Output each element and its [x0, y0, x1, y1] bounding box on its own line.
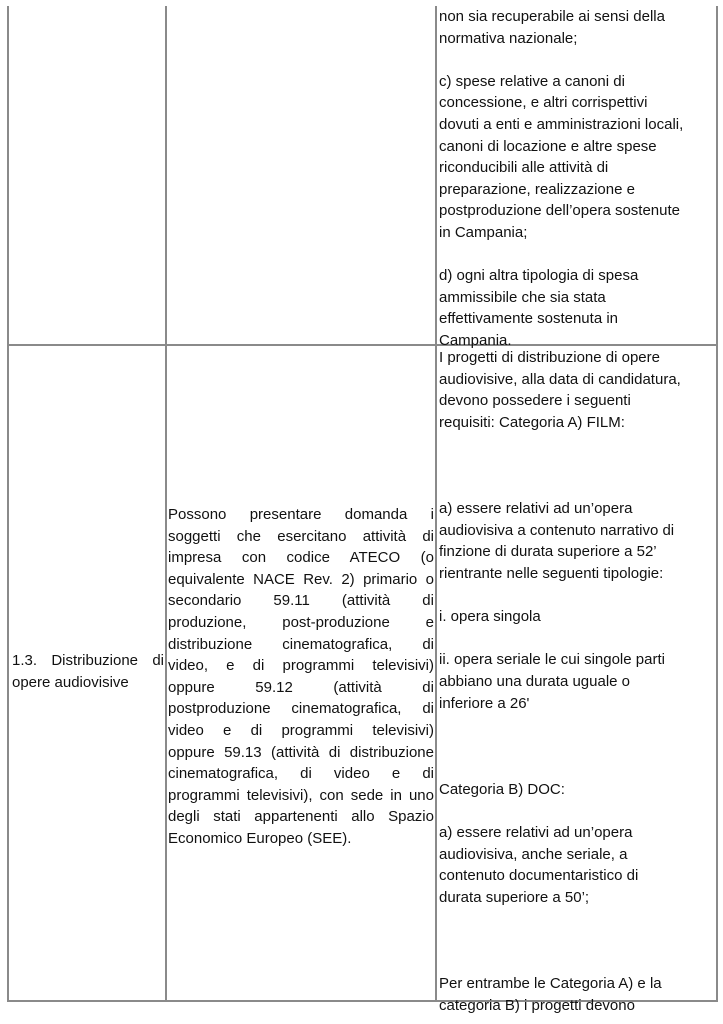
- row1-col3-text: [439, 6, 715, 352]
- text-line: Per entrambe le Categoria A) e la: [439, 975, 662, 993]
- text-line: soggetti che esercitano attività di: [168, 527, 434, 545]
- text-line: ii. opera seriale le cui singole parti: [439, 651, 665, 669]
- text-line: Economico Europeo (SEE).: [168, 829, 352, 847]
- text-line: audiovisive, alla data di candidatura,: [439, 370, 681, 388]
- section-title: [12, 650, 164, 693]
- text-line: dovuti a enti e amministrazioni locali,: [439, 115, 684, 133]
- row2-col1-cell: [12, 650, 164, 693]
- text-line: abbiano una durata uguale o: [439, 672, 631, 690]
- text-line: Possono presentare domanda i: [168, 506, 434, 523]
- text-line: inferiore a 26': [439, 694, 530, 712]
- row2-col2-cell: [168, 504, 434, 850]
- text-line: [439, 628, 715, 650]
- row2-col3-cell: [439, 347, 715, 1014]
- text-line: non sia recuperabile ai sensi della: [439, 8, 665, 25]
- text-line: ammissibile che sia stata: [439, 288, 606, 306]
- text-line: cinematografica, di video e di: [168, 765, 434, 783]
- text-line: audiovisiva, anche seriale, a: [439, 845, 628, 863]
- text-line: produzione, post-produzione e: [168, 613, 434, 631]
- text-line: concessione, e altri corrispettivi: [439, 94, 648, 112]
- text-line: [439, 736, 715, 758]
- text-line: c) spese relative a canoni di: [439, 72, 625, 90]
- text-line: in Campania;: [439, 223, 528, 241]
- text-line: [439, 952, 715, 974]
- document-table: [7, 6, 718, 1014]
- text-line: categoria B) i progetti devono: [439, 996, 635, 1014]
- text-line: devono possedere i seguenti: [439, 392, 631, 410]
- text-line: i. opera singola: [439, 608, 541, 626]
- text-line: [439, 800, 715, 822]
- text-line: effettivamente sostenuta in: [439, 310, 619, 328]
- text-line: rientrante nelle seguenti tipologie:: [439, 564, 664, 582]
- text-line: canoni di locazione e altre spese: [439, 137, 657, 155]
- text-line: preparazione, realizzazione e: [439, 180, 635, 198]
- row1-col3-cell: [439, 6, 715, 349]
- text-line: [439, 244, 715, 266]
- text-line: riconducibili alle attività di: [439, 159, 609, 177]
- text-line: [439, 757, 715, 779]
- text-line: a) essere relativi ad un’opera: [439, 824, 633, 842]
- text-line: I progetti di distribuzione di opere: [439, 349, 660, 366]
- text-line: secondario 59.11 (attività di: [168, 592, 434, 610]
- text-line: audiovisiva a contenuto narrativo di: [439, 521, 675, 539]
- text-line: oppure 59.12 (attività di: [168, 678, 434, 696]
- text-line: equivalente NACE Rev. 2) primario o: [168, 570, 434, 588]
- text-line: Campania.: [439, 331, 512, 349]
- section-title-line-1: 1.3. Distribuzione di: [12, 652, 164, 669]
- text-line: postproduzione cinematografica, di: [168, 700, 434, 718]
- text-line: [439, 714, 715, 736]
- text-line: [439, 930, 715, 952]
- text-line: video, e di programmi televisivi): [168, 657, 434, 675]
- section-title-line-2: opere audiovisive: [12, 673, 129, 691]
- text-line: requisiti: Categoria A) FILM:: [439, 413, 625, 431]
- text-line: Categoria B) DOC:: [439, 780, 565, 798]
- text-line: [439, 433, 715, 455]
- text-line: [439, 908, 715, 930]
- text-line: durata superiore a 50’;: [439, 888, 590, 906]
- text-line: d) ogni altra tipologia di spesa: [439, 267, 639, 285]
- text-line: normativa nazionale;: [439, 29, 578, 47]
- text-line: oppure 59.13 (attività di distribuzione: [168, 743, 434, 761]
- text-line: [439, 477, 715, 499]
- column-divider-1: [165, 6, 167, 1002]
- text-line: degli stati appartenenti allo Spazio: [168, 808, 434, 826]
- text-line: [439, 585, 715, 607]
- text-line: impresa con codice ATECO (o: [168, 549, 434, 567]
- text-line: video e di programmi televisivi): [168, 721, 434, 739]
- table-border-right: [716, 6, 718, 1002]
- text-line: distribuzione cinematografica, di: [168, 635, 434, 653]
- requirements-text: [439, 347, 715, 1016]
- table-border-left: [7, 6, 9, 1002]
- column-divider-2: [435, 6, 437, 1002]
- text-line: [439, 49, 715, 71]
- text-line: finzione di durata superiore a 52’: [439, 543, 657, 561]
- text-line: [439, 455, 715, 477]
- eligibility-text: [168, 504, 434, 850]
- text-line: a) essere relativi ad un’opera: [439, 500, 633, 518]
- text-line: contenuto documentaristico di: [439, 867, 639, 885]
- text-line: postproduzione dell’opera sostenute: [439, 202, 681, 220]
- text-line: programmi televisivi), con sede in uno: [168, 786, 434, 804]
